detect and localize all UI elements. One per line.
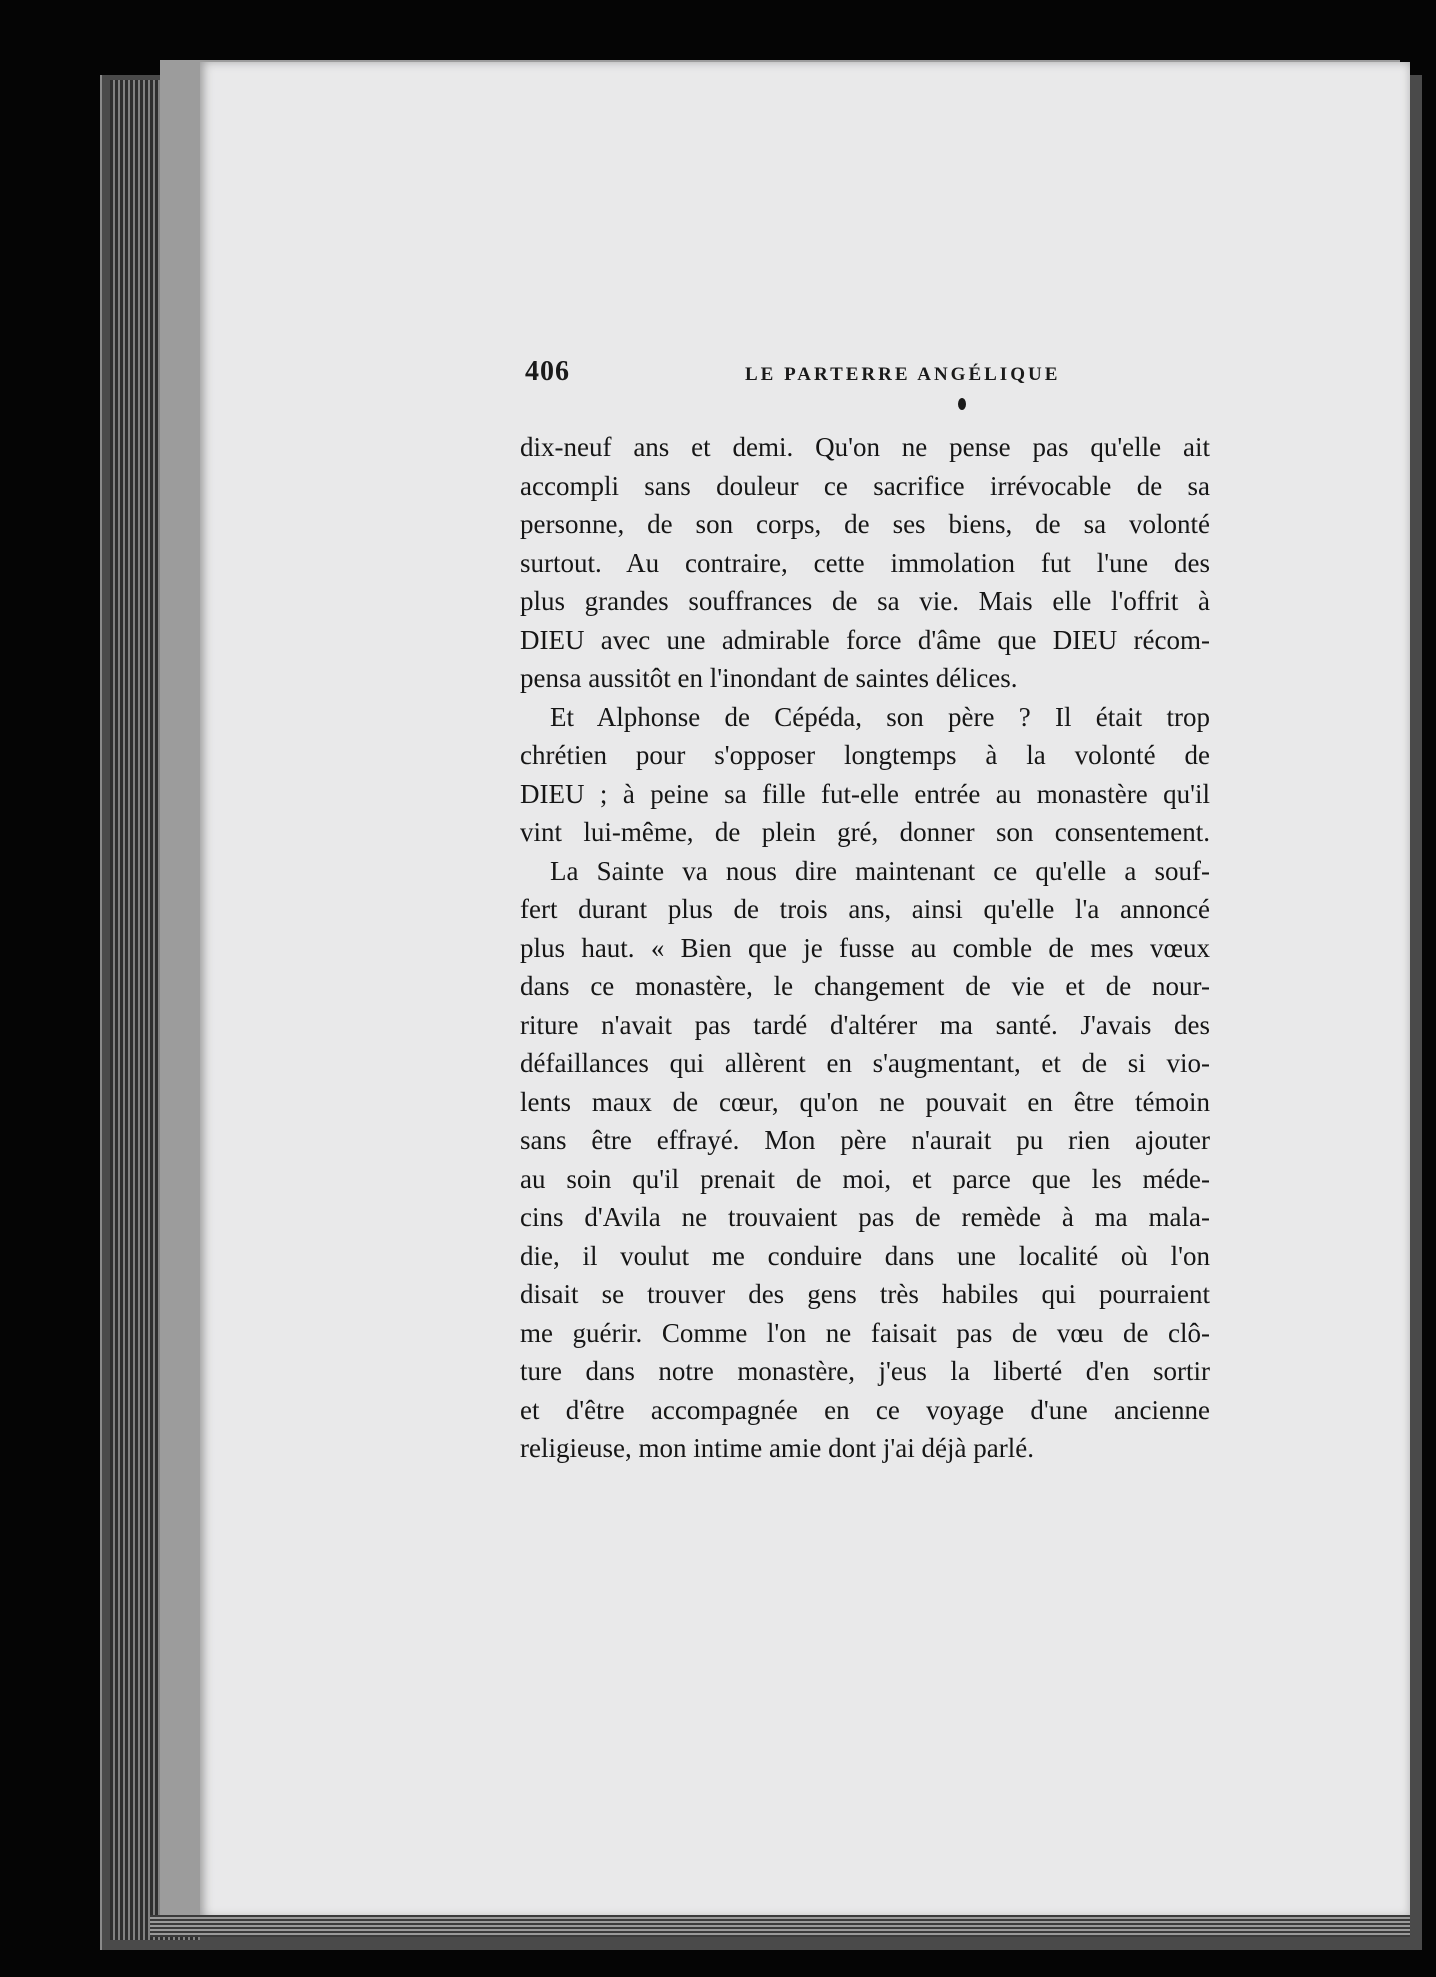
text-line: DIEU ; à peine sa fille fut-elle entrée au monastère qu'il (520, 778, 1210, 809)
text-line: Et Alphonse de Cépéda, son père ? Il était trop (550, 701, 1210, 732)
text-line: fert durant plus de trois ans, ainsi qu'elle l'a annoncé (520, 894, 1210, 924)
running-head (525, 356, 1225, 396)
text-line: sans être effrayé. Mon père n'aurait pu rien ajouter (520, 1125, 1210, 1155)
running-title: LE PARTERRE ANGÉLIQUE (745, 364, 1061, 385)
text-line: chrétien pour s'opposer longtemps à la volonté de (520, 740, 1210, 770)
text-line: lents maux de cœur, qu'on ne pouvait en être témoin (520, 1086, 1210, 1117)
text-line: DIEU avec une admirable force d'âme que DIEU récom- (520, 624, 1210, 655)
text-line: accompli sans douleur ce sacrifice irrévocable de sa (520, 470, 1210, 501)
text-line: surtout. Au contraire, cette immolation fut l'une des (520, 547, 1210, 578)
bottom-page-edges (150, 1915, 1410, 1937)
text-line: défaillances qui allèrent en s'augmentant, et de si vio- (520, 1048, 1210, 1078)
text-line: pensa aussitôt en l'inondant de saintes délices. (520, 663, 1018, 693)
text-line: religieuse, mon intime amie dont j'ai déjà parlé. (520, 1433, 1034, 1463)
body-text (520, 428, 1210, 1468)
text-line: ture dans notre monastère, j'eus la liberté d'en sortir (520, 1356, 1210, 1386)
text-line: me guérir. Comme l'on ne faisait pas de vœu de clô- (520, 1317, 1210, 1348)
text-line: plus haut. « Bien que je fusse au comble de mes vœux (520, 932, 1210, 963)
text-line: personne, de son corps, de ses biens, de sa volonté (520, 509, 1210, 539)
text-line: die, il voulut me conduire dans une localité où l'on (520, 1240, 1210, 1271)
ornament-dot (958, 398, 966, 410)
text-line: La Sainte va nous dire maintenant ce qu'elle a souf- (550, 855, 1210, 886)
page-number: 406 (525, 356, 570, 387)
text-line: cins d'Avila ne trouvaient pas de remède à ma mala- (520, 1202, 1210, 1232)
text-line: disait se trouver des gens très habiles qui pourraient (520, 1279, 1210, 1309)
text-line: plus grandes souffrances de sa vie. Mais elle l'offrit à (520, 586, 1210, 616)
text-line: dans ce monastère, le changement de vie et de nour- (520, 971, 1210, 1001)
text-line: au soin qu'il prenait de moi, et parce que les méde- (520, 1163, 1210, 1194)
text-line: vint lui-même, de plein gré, donner son consentement. (520, 817, 1210, 847)
text-line: et d'être accompagnée en ce voyage d'une ancienne (520, 1394, 1210, 1425)
text-line: dix-neuf ans et demi. Qu'on ne pense pas qu'elle ait (520, 432, 1210, 462)
text-line: riture n'avait pas tardé d'altérer ma santé. J'avais des (520, 1009, 1210, 1040)
